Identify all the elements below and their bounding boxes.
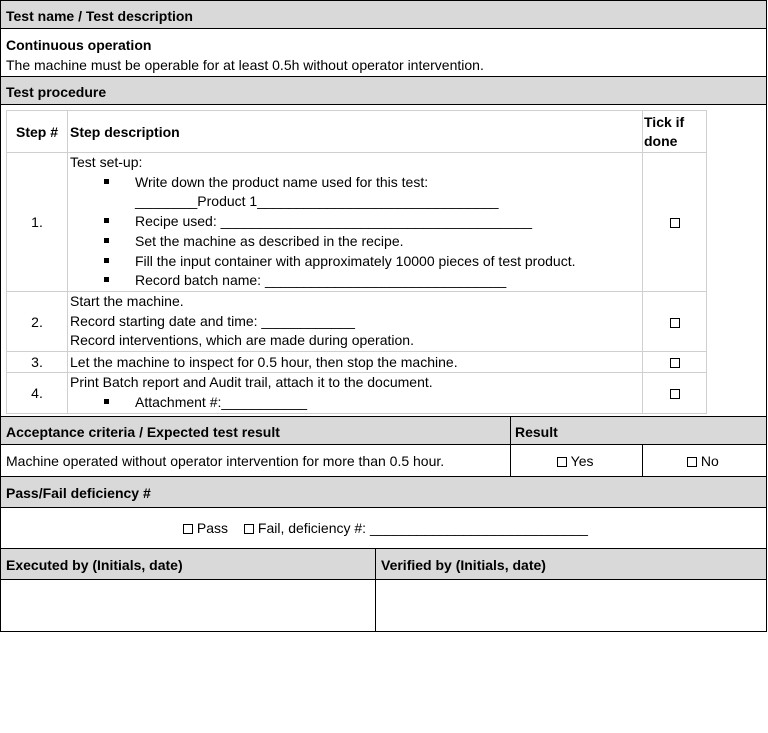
recipe-field[interactable]: Recipe used: ________________________________________ [135,213,533,230]
bullet-icon [104,218,109,223]
step-bullet-line [70,232,642,252]
test-name-header-label: Test name / Test description [6,8,193,24]
tick-cell [643,292,707,352]
step-bullet-line [70,173,642,193]
step-number-label: 4. [31,384,43,401]
tick-cell [643,373,707,413]
procedure-header-label: Test procedure [6,84,107,100]
start-datetime-field[interactable]: Record starting date and time: ____________ [70,312,355,329]
table-row [7,373,707,413]
test-title: Continuous operation [6,37,152,53]
col-step-description [68,111,643,153]
acceptance-header [0,416,511,445]
verified-header [375,548,767,580]
col-tick-label-line2: done [644,132,678,149]
acceptance-header-label: Acceptance criteria / Expected test result [6,424,280,440]
bullet-icon [104,277,109,282]
result-no-option[interactable] [687,453,719,469]
batch-name-field[interactable]: Record batch name: _______________________________ [135,272,507,289]
step-line: Set the machine as described in the recipe. [135,232,404,249]
passfail-cell [0,507,767,549]
table-row [7,352,707,373]
step-line: Print Batch report and Audit trail, attach it to the document. [70,374,433,391]
step-description [68,292,643,352]
pass-option[interactable] [183,520,228,536]
test-name-header [0,0,767,29]
step-number [7,153,68,292]
tick-checkbox[interactable] [670,389,680,399]
test-description-block [0,28,767,77]
step-number-label: 3. [31,354,43,371]
yes-checkbox[interactable] [557,457,567,467]
passfail-header-label: Pass/Fail deficiency # [6,485,151,501]
tick-cell [643,153,707,292]
fail-checkbox[interactable] [244,524,254,534]
bullet-icon [104,238,109,243]
tick-checkbox[interactable] [670,218,680,228]
result-yes-cell [510,444,643,477]
procedure-header [0,76,767,105]
step-number [7,292,68,352]
step-description [68,373,643,413]
step-number-label: 2. [31,313,43,330]
procedure-header-row [7,111,707,153]
result-no-label: No [700,453,719,469]
step-number [7,352,68,373]
bullet-icon [104,399,109,404]
step-line: Write down the product name used for this test: [135,173,429,190]
step-description [68,352,643,373]
procedure-table [6,110,707,414]
step-line: Test set-up: [70,154,143,171]
step-number [7,373,68,413]
pass-checkbox[interactable] [183,524,193,534]
result-no-cell [642,444,767,477]
attachment-field[interactable]: Attachment #:___________ [135,393,308,410]
product-name-field[interactable]: ________Product 1_______________________________ [135,193,499,210]
bullet-icon [104,179,109,184]
fail-deficiency-field[interactable]: Fail, deficiency #: ____________________________ [257,520,588,536]
result-yes-option[interactable] [557,453,593,469]
acceptance-text-cell [0,444,511,477]
step-bullet-line [70,252,642,272]
no-checkbox[interactable] [687,457,697,467]
col-step-description-label: Step description [70,123,180,140]
passfail-header [0,476,767,508]
col-tick [643,111,707,153]
col-tick-label-line1: Tick if [644,113,685,130]
table-row [7,153,707,292]
executed-signature-field[interactable] [0,579,376,632]
step-bullet-line [70,271,642,291]
tick-cell [643,352,707,373]
pass-label: Pass [196,520,229,536]
step-line: Start the machine. [70,293,184,309]
col-step-number [7,111,68,153]
fail-option[interactable] [244,520,588,536]
step-line: Let the machine to inspect for 0.5 hour, then stop the machine. [70,354,458,371]
result-header [510,416,767,445]
step-line: Fill the input container with approximately 10000 pieces of test product. [135,252,576,269]
step-bullet-line [70,393,642,413]
verified-header-label: Verified by (Initials, date) [381,557,546,573]
step-description [68,153,643,292]
verified-signature-field[interactable] [375,579,767,632]
result-header-label: Result [515,424,558,440]
step-line: Record interventions, which are made during operation. [70,332,414,349]
step-number-label: 1. [31,214,43,230]
executed-header [0,548,376,580]
bullet-icon [104,258,109,263]
executed-header-label: Executed by (Initials, date) [6,557,183,573]
table-row [7,292,707,352]
result-yes-label: Yes [570,453,594,469]
test-description: The machine must be operable for at least 0.5h without operator intervention. [6,57,484,73]
tick-checkbox[interactable] [670,358,680,368]
tick-checkbox[interactable] [670,318,680,328]
step-bullet-line [70,212,642,232]
acceptance-text: Machine operated without operator intervention for more than 0.5 hour. [6,453,445,469]
col-step-number-label: Step # [15,123,58,140]
